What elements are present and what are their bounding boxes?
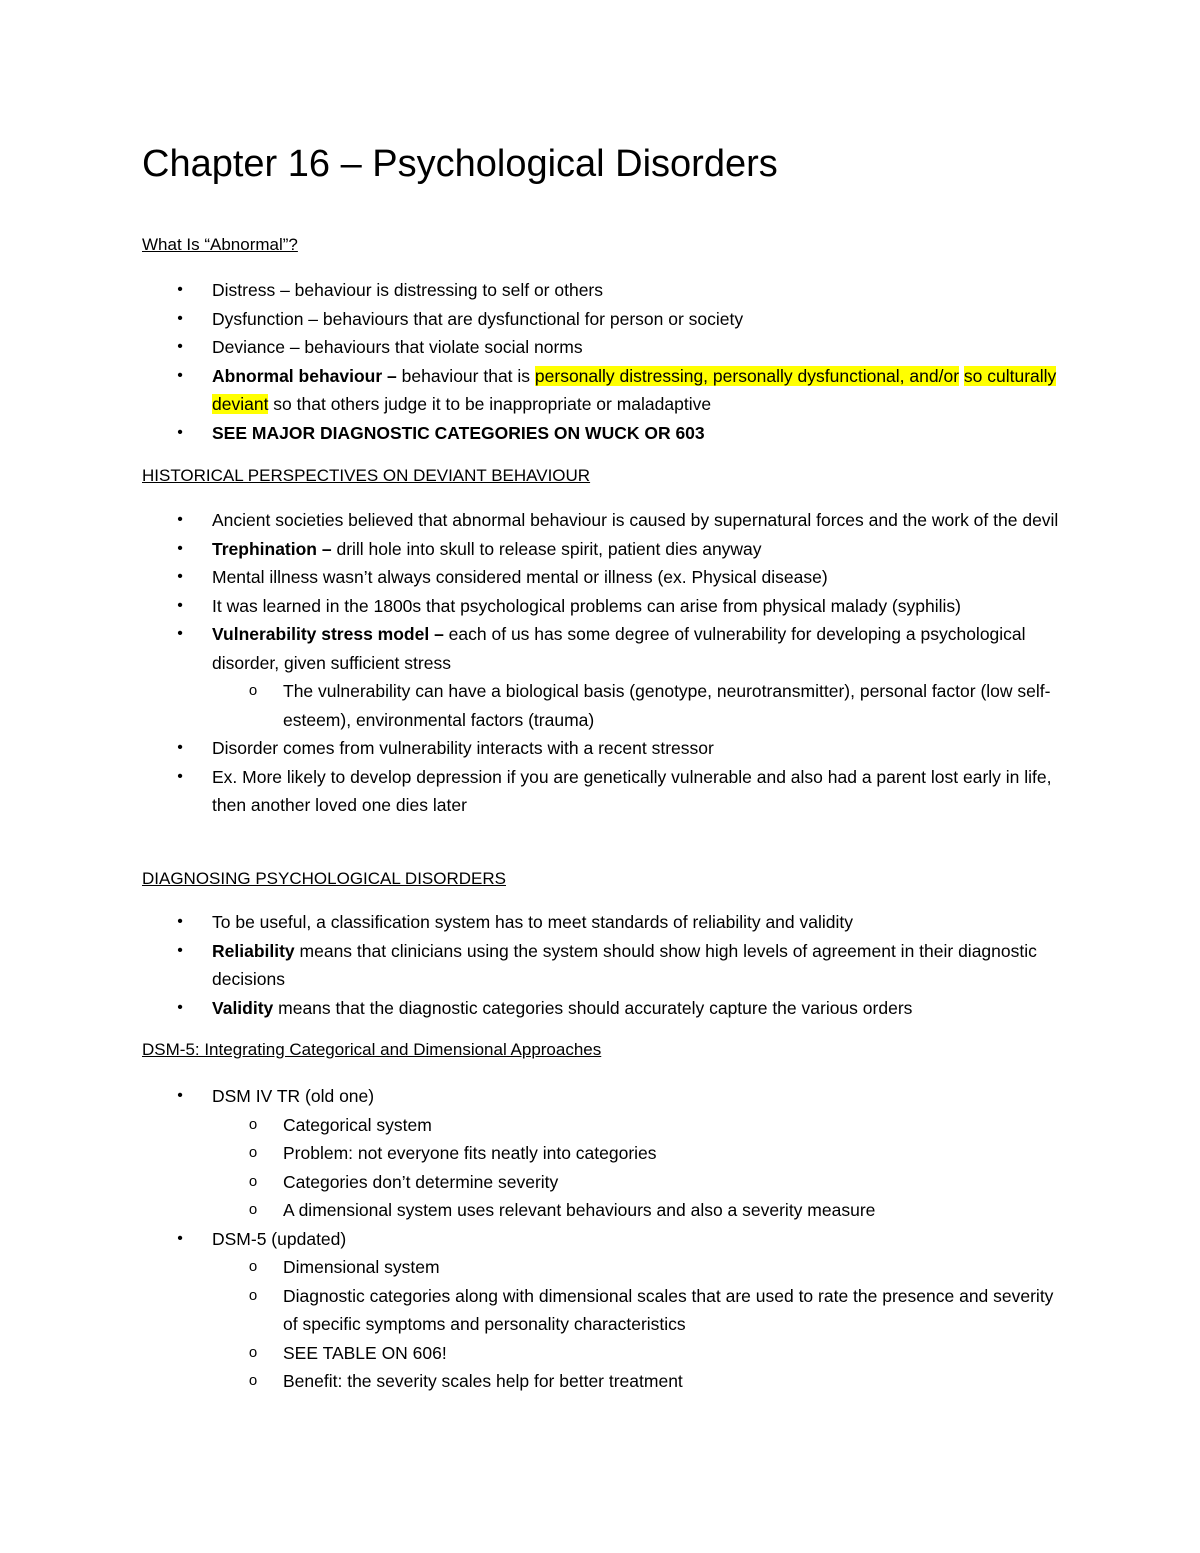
bullet-icon: •	[177, 511, 183, 528]
list-item	[0, 333, 1060, 362]
bullet-icon: •	[177, 913, 183, 930]
item-text: Mental illness wasn’t always considered mental or illness (ex. Physical disease)	[212, 567, 828, 587]
sub-list-item	[0, 1168, 1060, 1197]
list-item	[0, 620, 1060, 677]
list-item	[0, 1225, 1060, 1254]
item-text: It was learned in the 1800s that psychological problems can arise from physical malady (syphilis)	[212, 595, 961, 616]
sub-bullet-icon: o	[248, 682, 258, 699]
highlighted-text: so culturally deviant	[212, 365, 1057, 414]
sub-bullet-icon: o	[248, 1201, 258, 1218]
list-item	[0, 994, 1060, 1023]
item-text: – behaviours that violate social norms	[284, 337, 583, 357]
list-item	[0, 305, 1060, 334]
item-term: Abnormal behaviour –	[212, 365, 402, 386]
sub-bullet-icon: o	[248, 1144, 258, 1161]
section-list-dsm5	[0, 1082, 1200, 1396]
item-term: Reliability	[212, 940, 295, 961]
sub-bullet-icon: o	[248, 1343, 258, 1361]
bullet-icon: •	[177, 539, 183, 557]
section-list-historical	[0, 506, 1200, 820]
sub-bullet-icon: o	[248, 1172, 258, 1190]
item-text: – behaviours that are dysfunctional for person or society	[303, 308, 744, 329]
item-term: Trephination –	[212, 538, 337, 559]
item-text: To be useful, a classification system has to meet standards of reliability and validity	[212, 912, 854, 932]
item-text: Categorical system	[283, 1114, 432, 1135]
sub-list-item	[0, 1139, 1060, 1168]
item-term: Dysfunction	[212, 308, 304, 329]
section-heading-diagnosing: DIAGNOSING PSYCHOLOGICAL DISORDERS	[142, 869, 506, 888]
bullet-icon: •	[177, 338, 183, 355]
item-text: behaviour that is	[401, 365, 535, 386]
list-item	[0, 506, 1060, 535]
bullet-icon: •	[177, 625, 183, 642]
highlighted-text: personally distressing, personally dysfunctional, and/or	[534, 365, 960, 386]
item-text: each of us has some degree of vulnerability for developing a psychological disorder, given sufficient stress	[212, 624, 1026, 673]
sub-bullet-icon: o	[248, 1286, 258, 1304]
item-text: SEE TABLE ON 606!	[283, 1342, 447, 1363]
sub-list-item	[0, 1367, 1060, 1396]
item-text: – behaviour is distressing to self or others	[275, 280, 604, 300]
bullet-icon: •	[177, 941, 183, 959]
item-text: DSM-5 (updated)	[212, 1228, 347, 1249]
item-text: Disorder comes from vulnerability interacts with a recent stressor	[212, 738, 714, 758]
sub-list-item	[0, 1253, 1060, 1282]
item-text: Diagnostic categories along with dimensional scales that are used to rate the presence and severity of specific symptoms and personality characteristics	[283, 1285, 1054, 1334]
sub-bullet-icon: o	[248, 1115, 258, 1133]
bullet-icon: •	[177, 596, 183, 614]
item-text: The vulnerability can have a biological basis (genotype, neurotransmitter), personal factor (low self-esteem), environmental factors (trauma)	[283, 681, 1051, 730]
bullet-icon: •	[177, 281, 183, 298]
list-item	[0, 763, 1060, 820]
list-item	[0, 592, 1060, 621]
bullet-icon: •	[177, 998, 183, 1016]
section-heading-abnormal: What Is “Abnormal”?	[142, 235, 298, 254]
item-text: Problem: not everyone fits neatly into categories	[283, 1143, 657, 1163]
section-heading-dsm5: DSM-5: Integrating Categorical and Dimensional Approaches	[142, 1040, 602, 1059]
sub-bullet-icon: o	[248, 1372, 258, 1389]
list-item	[0, 908, 1060, 937]
bullet-icon: •	[177, 366, 183, 384]
item-text: so that others judge it to be inappropriate or maladaptive	[268, 394, 712, 414]
item-term: Vulnerability stress model –	[212, 624, 449, 644]
item-text: SEE MAJOR DIAGNOSTIC CATEGORIES ON WUCK OR 603	[212, 422, 705, 443]
list-item	[0, 419, 1060, 448]
list-item	[0, 937, 1060, 994]
item-text: Ancient societies believed that abnormal behaviour is caused by supernatural forces and the work of the devil	[212, 510, 1059, 530]
page-title: Chapter 16 – Psychological Disorders	[142, 143, 778, 185]
sub-list-item	[0, 1282, 1060, 1339]
item-term: Distress	[212, 280, 276, 300]
list-item	[0, 734, 1060, 763]
item-text: means that the diagnostic categories should accurately capture the various orders	[273, 997, 913, 1018]
sub-list-item	[0, 1339, 1060, 1368]
bullet-icon: •	[177, 568, 183, 585]
sub-bullet-icon: o	[248, 1258, 258, 1275]
item-text: Categories don’t determine severity	[283, 1171, 559, 1192]
bullet-icon: •	[177, 1087, 183, 1104]
section-list-diagnosing	[0, 908, 1200, 1022]
item-text: A dimensional system uses relevant behaviours and also a severity measure	[283, 1200, 876, 1220]
item-text: Dimensional system	[283, 1257, 440, 1277]
list-item	[0, 276, 1060, 305]
item-text: means that clinicians using the system should show high levels of agreement in their diagnostic decisions	[212, 940, 1037, 989]
sub-list-item	[0, 1196, 1060, 1225]
item-text: Benefit: the severity scales help for better treatment	[283, 1371, 683, 1391]
bullet-icon: •	[177, 767, 183, 785]
list-item	[0, 563, 1060, 592]
list-item	[0, 362, 1060, 419]
bullet-icon: •	[177, 423, 183, 441]
list-item	[0, 1082, 1060, 1111]
bullet-icon: •	[177, 739, 183, 756]
bullet-icon: •	[177, 309, 183, 327]
list-item	[0, 535, 1060, 564]
bullet-icon: •	[177, 1229, 183, 1247]
sub-list-item	[0, 677, 1060, 734]
sub-list-item	[0, 1111, 1060, 1140]
item-term: Validity	[212, 997, 274, 1018]
item-text: DSM IV TR (old one)	[212, 1086, 375, 1106]
item-text: drill hole into skull to release spirit, patient dies anyway	[336, 538, 762, 559]
section-heading-historical: HISTORICAL PERSPECTIVES ON DEVIANT BEHAVIOUR	[142, 466, 591, 485]
item-text: Ex. More likely to develop depression if you are genetically vulnerable and also had a parent lost early in life, then another loved one dies later	[212, 766, 1052, 815]
section-list-abnormal	[0, 276, 1200, 447]
item-term: Deviance	[212, 337, 285, 357]
